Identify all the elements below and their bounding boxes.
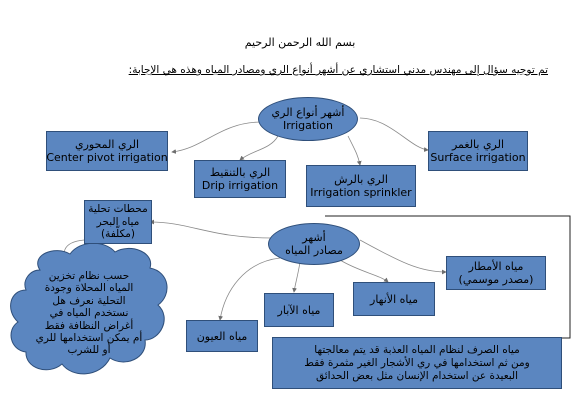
water-sources-center-line1: أشهر (302, 231, 326, 244)
desalination-line3: (مكلّفة) (100, 228, 136, 241)
sprinkler-node (306, 165, 416, 207)
question-text: تم توجيه سؤال إلى مهندس مدني استشاري عن أشهر أنواع الري ومصادر المياه وهذه هي الإجابة: (128, 64, 548, 76)
cloud-note-line1: حسب نظام تخزين (48, 270, 130, 282)
connector-wells (294, 262, 300, 292)
rain-line2: (مصدر موسمي) (458, 273, 534, 286)
sprinkler-en: Irrigation sprinkler (310, 186, 412, 199)
wells-label: مياه الآبار (277, 303, 321, 317)
water-sources-center-node (268, 223, 360, 265)
sprinkler-ar: الري بالرش (334, 173, 388, 186)
irrigation-center-ar: أشهر أنواع الري (271, 106, 345, 119)
rain-line1: مياه الأمطار (468, 260, 524, 273)
springs-label: مياه العيون (196, 329, 248, 343)
cloud-note-line4: نستخدم المياه في (49, 307, 129, 320)
connector-rain (360, 240, 446, 272)
desalination-line1: محطات تحلية (88, 203, 148, 216)
center-pivot-ar: الري المحوري (74, 138, 140, 151)
surface-node (428, 131, 528, 171)
connector-center-pivot (172, 122, 262, 152)
desalination-node (84, 200, 152, 244)
connector-rivers (340, 260, 388, 282)
drip-ar: الري بالتنقيط (209, 166, 271, 179)
wastewater-line3: البعيدة عن استخدام الإنسان مثل بعض الحدائق (315, 369, 519, 382)
rain-node (446, 256, 546, 290)
cloud-note (14, 270, 164, 357)
wastewater-line2: ومن ثم استخدامها في ري الأشجار الغير مثمرة فقط (304, 356, 530, 369)
cloud-note-line2: المياه المحلاة وجودة (44, 282, 134, 295)
rivers-node (353, 282, 435, 316)
desalination-line2: مياه البحر (96, 215, 140, 228)
connector-drip (240, 136, 278, 160)
wastewater-node (272, 337, 562, 389)
cloud-note-line7: أو للشرب (67, 344, 111, 357)
connector-surface (360, 118, 428, 150)
surface-en: Surface irrigation (430, 151, 526, 164)
wells-node (264, 293, 334, 327)
springs-node (186, 320, 258, 352)
rivers-label: مياه الأنهار (370, 292, 418, 306)
cloud-note-line6: أم يمكن استخدامها للري (35, 332, 143, 345)
center-pivot-en: Center pivot irrigation (46, 151, 168, 164)
water-sources-center-line2: مصادر المياه (285, 244, 343, 257)
irrigation-center-en: Irrigation (283, 119, 333, 132)
surface-ar: الري بالغمر (451, 138, 505, 151)
wastewater-line1: مياه الصرف لنظام المياه العذبة قد يتم معالجتها (314, 343, 520, 356)
connector-sprinkler (348, 136, 360, 165)
cloud-note-line5: أغراض النظافة فقط (44, 319, 134, 332)
connector-desalination (150, 222, 272, 238)
cloud-note-line3: التحلية نعرف هل (52, 294, 126, 307)
basmala-text: بسم الله الرحمن الرحيم (244, 36, 356, 49)
drip-node (194, 160, 286, 198)
center-pivot-node (46, 131, 168, 171)
drip-en: Drip irrigation (201, 179, 279, 192)
irrigation-center-node (258, 97, 358, 141)
